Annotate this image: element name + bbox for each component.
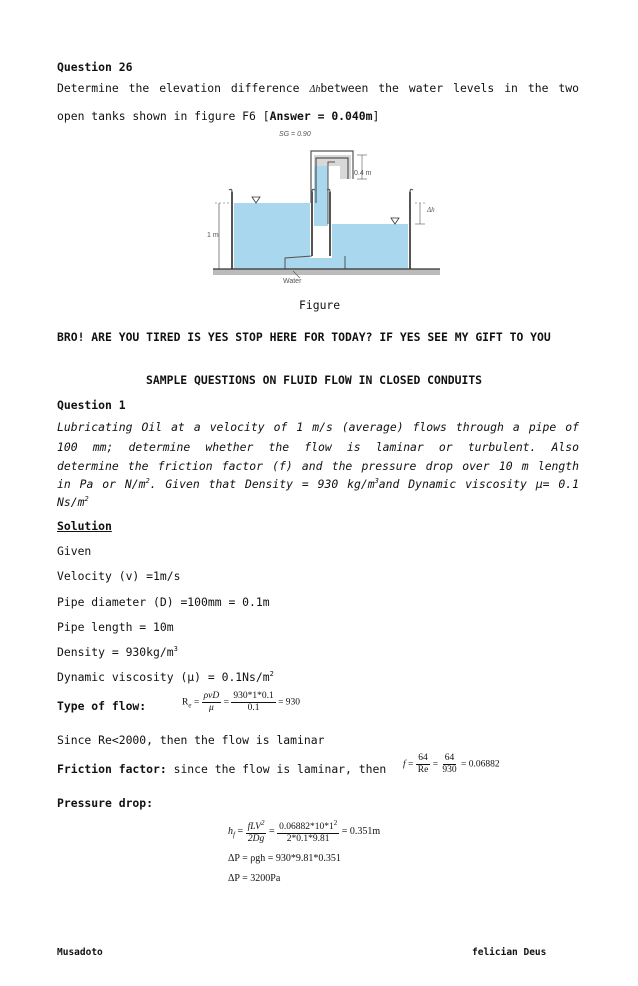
right-surface-mark — [391, 218, 399, 224]
given-density — [57, 645, 178, 659]
re-result: 930 — [285, 697, 301, 708]
friction-line — [57, 762, 386, 776]
hf-n2-sq: 2 — [333, 819, 338, 827]
dp-equation-2: ΔP = 3200Pa — [228, 873, 281, 884]
q1-line4 — [57, 477, 579, 491]
hf-d1: 2Dg — [247, 834, 265, 845]
given-velocity: Velocity (v) =1m/s — [57, 569, 181, 583]
q1-title: Question 1 — [57, 398, 126, 412]
given-diameter: Pipe diameter (D) =100mm = 0.1m — [57, 595, 270, 609]
pressure-label: Pressure drop: — [57, 796, 154, 810]
q1-sq: 2 — [145, 477, 150, 486]
viscosity-text: Dynamic viscosity (μ) = 0.1Ns/m — [57, 670, 270, 684]
laminar-statement: Since Re<2000, then the flow is laminar — [57, 733, 325, 747]
hf-frac1 — [246, 818, 267, 845]
q26-text-c: open tanks shown in figure F6 [ — [57, 109, 270, 123]
hf-result: 0.351m — [349, 825, 381, 837]
q26-text-d: ] — [372, 109, 380, 123]
friction-label: Friction factor: — [57, 762, 167, 776]
hf-equation: $h_f$ = $\frac{fLV^2}{2Dg}$ = $\frac{0.06882*10*1^2}{2*0.1*9.81}$ = 0.351m — [228, 819, 381, 845]
dp-equation-1: ΔP = ρgh = 930*9.81*0.351 — [228, 853, 341, 864]
hf-n1: fLV — [247, 822, 261, 833]
re-n1: ρvD — [203, 691, 220, 701]
f-lhs: f — [403, 759, 406, 770]
f-frac2 — [440, 753, 458, 776]
type-of-flow-label: Type of flow: — [57, 699, 147, 713]
figure-caption: Figure — [299, 298, 341, 312]
hf-frac2 — [277, 818, 339, 845]
q1-line5 — [57, 495, 89, 509]
footer-right: felician Deus — [472, 947, 547, 958]
re-frac2 — [231, 691, 275, 714]
friction-equation: f = $\frac{64}{Re}$ = $\frac{64}{930}$ = 0.06882 — [403, 753, 500, 775]
tanks-figure — [195, 128, 450, 290]
viscosity-sq: 2 — [269, 670, 274, 679]
f-n1: 64 — [418, 753, 428, 763]
left-surface-mark — [252, 197, 260, 203]
q26-title: Question 26 — [57, 60, 133, 74]
q1-l4b: . Given that Density = 930 kg/m — [149, 477, 375, 491]
re-frac1 — [202, 691, 222, 714]
tired-line: BRO! ARE YOU TIRED IS YES STOP HERE FOR TODAY? IF YES SEE MY GIFT TO YOU — [57, 330, 551, 344]
q26-answer: Answer = 0.040m — [269, 109, 373, 123]
f-frac1 — [416, 753, 431, 776]
q26-line2 — [57, 109, 379, 123]
f-result: 0.06882 — [468, 759, 500, 770]
q1-l5: Ns/m — [57, 495, 85, 509]
sg-label: SG = 0.90 — [279, 131, 311, 138]
q1-line1: Lubricating Oil at a velocity of 1 m/s (average) flows through a pipe of — [57, 420, 579, 434]
q1-cube: 3 — [374, 477, 379, 486]
hf-lhs: h — [228, 825, 233, 837]
q1-line2: 100 mm; determine whether the flow is laminar or turbulent. Also — [57, 440, 579, 454]
dim-1m-label: 1 m — [207, 232, 219, 239]
f-d2: 930 — [442, 765, 457, 775]
q1-line3: determine the friction factor (f) and the pressure drop over 10 m length — [57, 459, 579, 473]
given-length: Pipe length = 10m — [57, 620, 174, 634]
re-d1: μ — [208, 703, 214, 713]
hf-n2: 0.06882*10*1 — [279, 822, 334, 833]
hf-d2: 2*0.1*9.81 — [286, 834, 330, 845]
reynolds-equation: $R_e$ = $\frac{\text{ρvD}}{\mu}$ = $\frac{930*1*0.1}{0.1}$ = 930 — [182, 691, 301, 713]
footer-left: Musadoto — [57, 947, 103, 958]
section-title: SAMPLE QUESTIONS ON FLUID FLOW IN CLOSED CONDUITS — [146, 373, 483, 387]
f-n2: 64 — [444, 753, 455, 763]
dim-04-label: 0.4 m — [354, 170, 372, 177]
q1-l5-sq: 2 — [84, 495, 89, 504]
q26-text: Determine the elevation difference — [57, 81, 300, 95]
dim-dh-label: Δh — [427, 206, 435, 214]
density-text: Density = 930kg/m — [57, 645, 174, 659]
solution-title: Solution — [57, 519, 112, 533]
re-n2: 930*1*0.1 — [233, 691, 274, 701]
re-lhs: R — [182, 697, 189, 708]
water-label: Water — [283, 278, 302, 285]
bottom-pipe-water — [280, 258, 344, 269]
re-sub: e — [188, 701, 192, 710]
q26-line1 — [57, 81, 579, 95]
given-label: Given — [57, 544, 92, 558]
q26-delta-h: Δh — [309, 84, 321, 95]
hf-n1-sq: 2 — [260, 819, 265, 827]
re-d2: 0.1 — [247, 703, 260, 713]
friction-text: since the flow is laminar, then — [166, 762, 387, 776]
f-d1: Re — [417, 765, 429, 775]
q1-l4c: and Dynamic viscosity μ= 0.1 — [378, 477, 579, 491]
q1-l4a: in Pa or N/m — [57, 477, 146, 491]
density-cube: 3 — [173, 645, 178, 654]
given-viscosity — [57, 670, 274, 684]
q26-text-b: between the water levels in the two — [320, 81, 579, 95]
hf-sub: f — [233, 830, 235, 839]
